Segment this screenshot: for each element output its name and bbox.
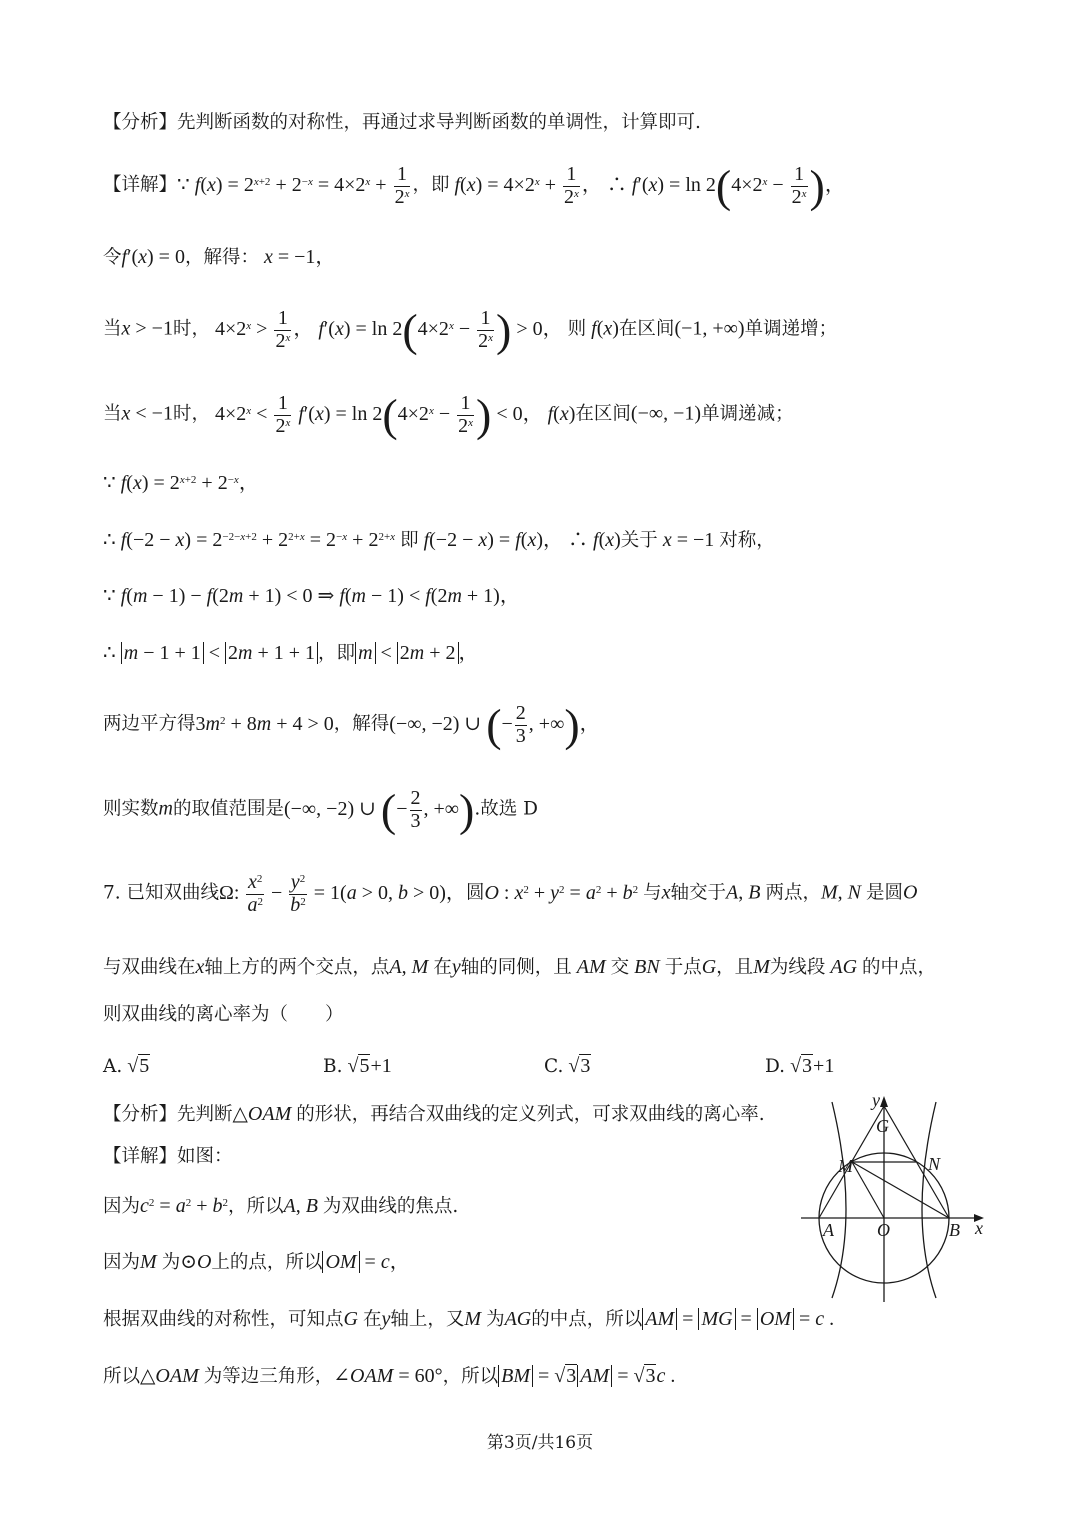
label-n: N	[928, 1154, 941, 1174]
option-d[interactable]: D. √3+1	[765, 1055, 835, 1077]
let-line: 令f′(x) = 0，解得： x = −1，	[103, 246, 336, 268]
equilateral-line: 所以△OAM 为等边三角形，∠OAM = 60°，所以 BM = √3 AM = √3c .	[103, 1365, 676, 1387]
analysis-line-1: 【分析】先判断函数的对称性，再通过求导判断函数的单调性，计算即可.	[103, 112, 701, 133]
question-7-line-3: 则双曲线的离心率为（ ）	[103, 1004, 344, 1025]
option-c[interactable]: C. √3	[544, 1055, 591, 1077]
when-line-2: 当x < −1时， $4\times 2^x$ < $\frac{1}{2^x}$ $f'(x) = \ln 2(4\times 2^x$ − $\frac{1}{2^x}$ ) < 0， f(x)在区间(−∞, −1)单调递减；	[103, 389, 794, 441]
label-b: B	[949, 1220, 960, 1240]
range-line: 则实数m的取值范围是(−∞, −2) ∪ (− $\frac{2}{3}$ , +∞).故选 D	[103, 784, 538, 836]
question-7-line-1: 7. 已知双曲线Ω: $\frac{x^2}{a^2}$ − $\frac{y^2}{b^2}$ = 1(a > 0, b > 0)，圆O : $x^2 + y^2 = a^2 + b^2$ 与x轴交于A, B 两点，M, N 是圆O	[103, 871, 918, 916]
when-line-1: 当x > −1时， $4\times 2^x$ > $\frac{1}{2^x}$ ， $f'(x) = \ln 2(4\times 2^x$ − $\frac{1}{2^x}$ ) > 0， 则 f(x)在区间(−1, +∞)单调递增；	[103, 304, 838, 356]
segment-m-o	[852, 1162, 884, 1218]
page-footer: 第3页/共16页	[486, 1433, 594, 1453]
label-o: O	[877, 1220, 890, 1240]
analysis-line-2: 【分析】先判断△OAM 的形状，再结合双曲线的定义列式，可求双曲线的离心率.	[103, 1103, 765, 1125]
detail-line-1: 【详解】∵ $f(x) = 2^{x+2} + 2^{-x} = 4\times 2^x$ + $\frac{1}{2^x}$ ，即 $f(x) = 4\times 2^x$ + $\frac{1}{2^x}$ ， ∴ $f'(x) = \ln 2(4\times 2^x$ − $\frac{1}{2^x}$ )，	[103, 160, 845, 212]
because-line-2: 因为$c^2 = a^2 + b^2$，所以A, B 为双曲线的焦点.	[103, 1195, 459, 1217]
because-line-1: ∵ $f(x) = 2^{x+2} + 2^{-x}$，	[103, 472, 259, 494]
symmetry-line: ∴ $f(-2 - x) = 2^{-2-x+2} + 2^{2+x} = 2^{-x} + 2^{2+x}$ 即 f(−2 − x) = f(x)， ∴ f(x)关于 x = −1 对称，	[103, 529, 775, 551]
hyperbola-circle-figure	[796, 1090, 996, 1305]
label-m: M	[838, 1156, 853, 1176]
question-7-line-2: 与双曲线在x轴上方的两个交点，点A, M 在y轴的同侧，且 AM 交 BN 于点G，且M为线段 AG 的中点，	[103, 956, 937, 978]
label-a: A	[823, 1220, 834, 1240]
y-axis-arrow	[880, 1096, 888, 1107]
abs-line: ∴ m − 1 + 1 < 2m + 1 + 1 ，即 m < 2m + 2 ，	[103, 642, 479, 664]
option-b[interactable]: B. √5+1	[323, 1055, 392, 1077]
option-a[interactable]: A. √5	[103, 1055, 150, 1077]
label-x: x	[975, 1218, 983, 1238]
detail-line-2: 【详解】如图：	[103, 1146, 233, 1167]
because-line-3: 因为M 为⊙O上的点，所以 OM = c，	[103, 1251, 410, 1273]
square-line: 两边平方得$3m^2 + 8m + 4 > 0$，解得(−∞, −2) ∪ (− $\frac{2}{3}$ , +∞)，	[103, 699, 600, 751]
symmetry-line-2: 根据双曲线的对称性，可知点G 在y轴上，又M 为AG的中点，所以 AM = MG = OM = c .	[103, 1308, 835, 1330]
inequality-line: ∵ f(m − 1) − f(2m + 1) < 0 ⇒ f(m − 1) < f(2m + 1)，	[103, 585, 520, 607]
label-y: y	[872, 1090, 880, 1110]
label-g: G	[876, 1116, 889, 1136]
